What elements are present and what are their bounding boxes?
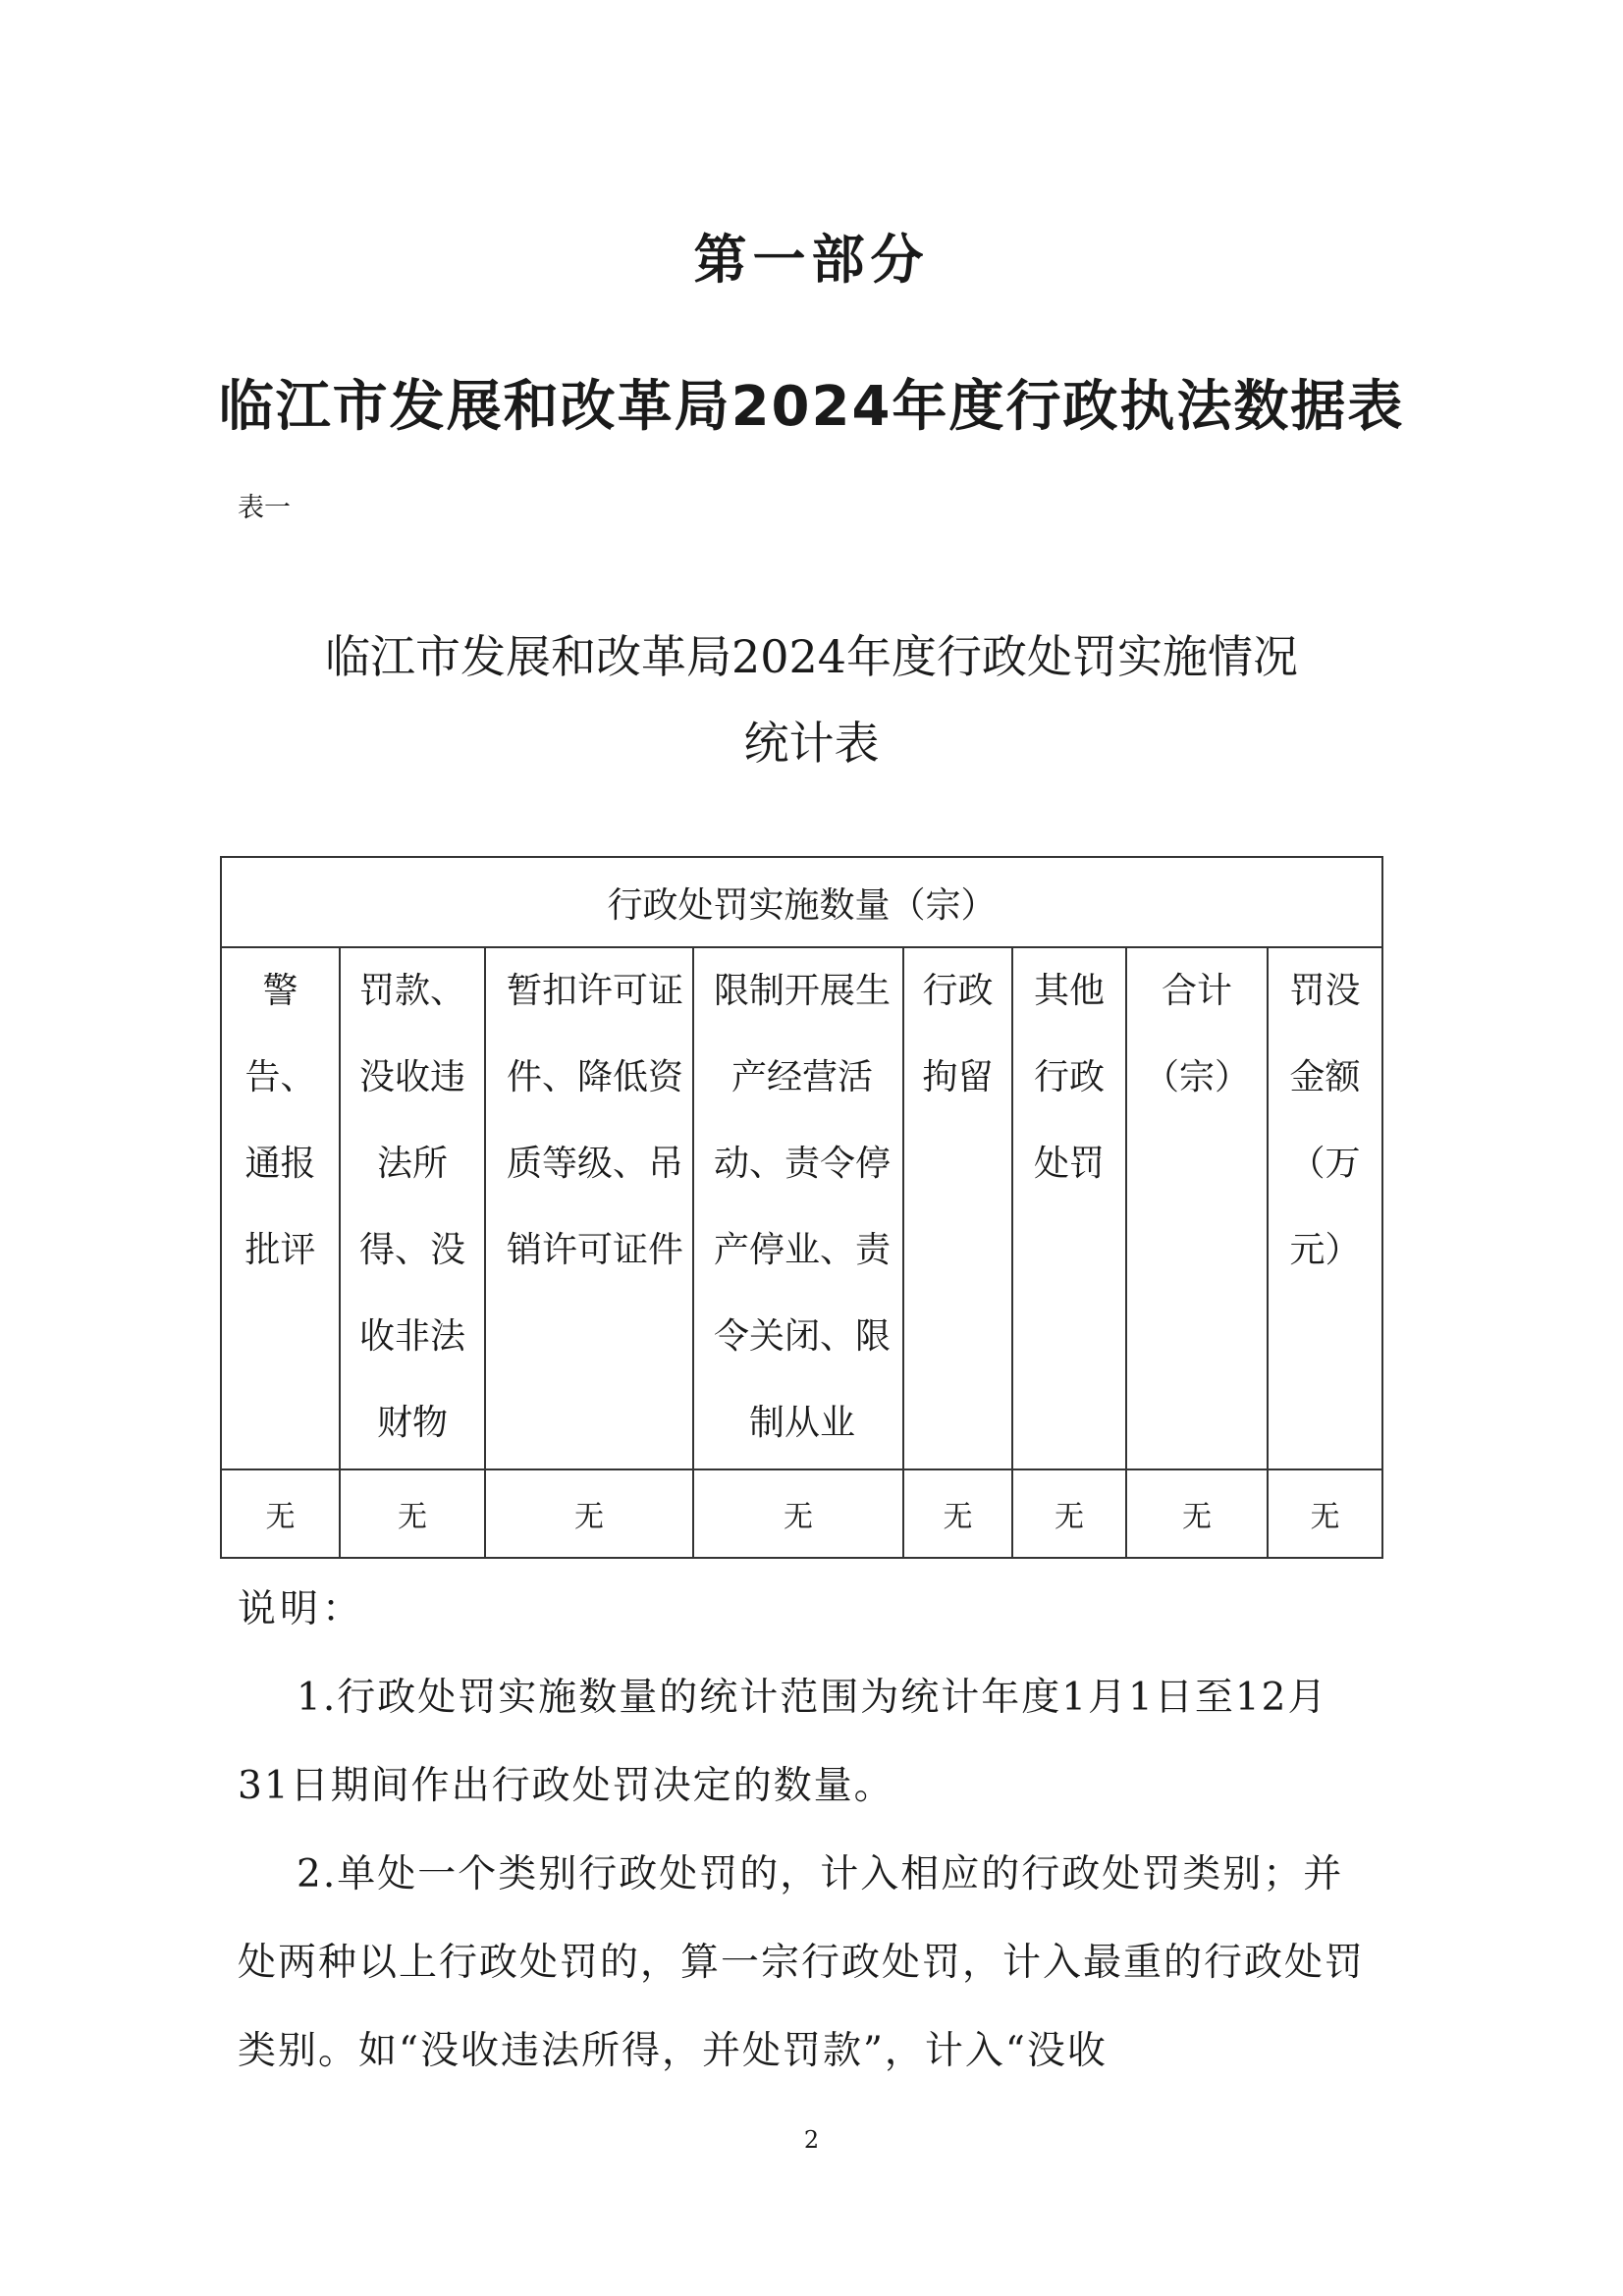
table-cell: 无 [340,1469,485,1558]
notes-heading: 说明： [238,1587,365,1631]
document-title: 临江市发展和改革局2024年度行政执法数据表 [218,375,1405,439]
column-header-detention: 行政拘留 [903,947,1012,1469]
column-header-other: 其他行政处罚 [1012,947,1126,1469]
part-title: 第一部分 [693,229,930,291]
table-title-line2: 统计表 [743,717,880,770]
table-title [0,614,1623,786]
table-label: 表一 [238,493,291,523]
table-cell: 无 [693,1469,903,1558]
table-cell: 无 [1268,1469,1382,1558]
table-title-line1: 临江市发展和改革局2024年度行政处罚实施情况 [324,630,1299,683]
page-number: 2 [803,2126,820,2154]
table-cell: 无 [1126,1469,1268,1558]
table-cell: 无 [1012,1469,1126,1558]
table-cell: 无 [903,1469,1012,1558]
column-header-amount: 罚没金额（万元） [1268,947,1382,1469]
column-header-license: 暂扣许可证件、降低资质等级、吊销许可证件 [485,947,693,1469]
table-cell: 无 [221,1469,340,1558]
table-group-header: 行政处罚实施数量（宗） [221,857,1382,947]
notes-section [238,1566,1367,2096]
column-header-fine: 罚款、没收违法所得、没收非法财物 [340,947,485,1469]
note-item-1: 1.行政处罚实施数量的统计范围为统计年度1月1日至12月31日期间作出行政处罚决定的数量。 [238,1676,1328,1808]
note-item-2: 2.单处一个类别行政处罚的，计入相应的行政处罚类别；并处两种以上行政处罚的，算一宗行政处罚，计入最重的行政处罚类别。如“没收违法所得，并处罚款”，计入“没收 [238,1852,1366,2073]
column-header-total: 合计（宗） [1126,947,1268,1469]
column-header-restriction: 限制开展生产经营活动、责令停产停业、责令关闭、限制从业 [693,947,903,1469]
column-header-warning: 警告、通报批评 [221,947,340,1469]
table-cell: 无 [485,1469,693,1558]
penalty-statistics-table [220,856,1383,1559]
